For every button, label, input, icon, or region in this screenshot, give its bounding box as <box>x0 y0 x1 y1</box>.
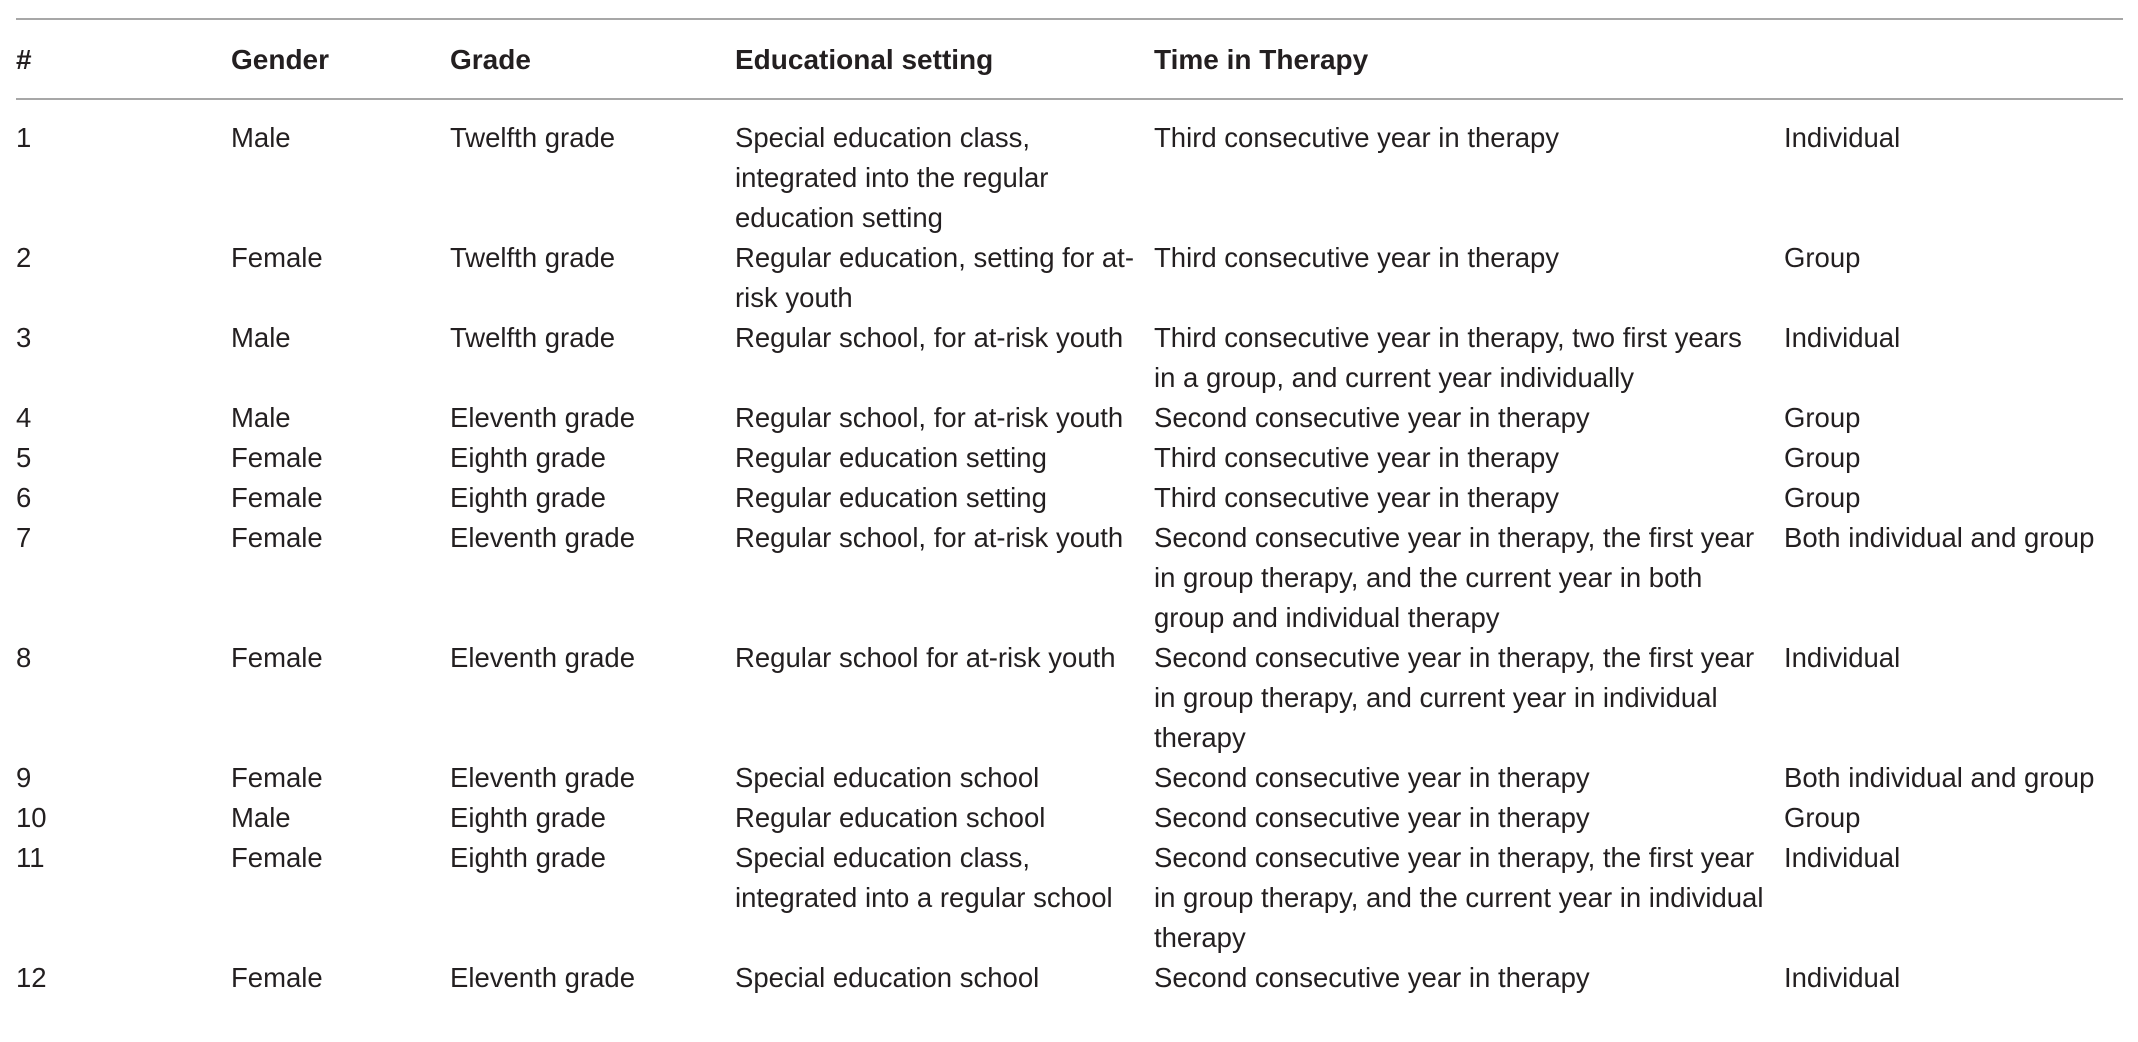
cell-time-in-therapy <box>1154 798 1784 838</box>
cell-gender <box>231 798 450 838</box>
cell-text: Regular education setting <box>735 442 1047 473</box>
cell-time-in-therapy <box>1154 438 1784 478</box>
cell-text: Eleventh grade <box>450 762 635 793</box>
cell-text: Female <box>231 242 323 273</box>
cell-number <box>16 398 231 438</box>
cell-text: Regular school, for at-risk youth <box>735 322 1124 353</box>
table-row <box>16 758 2123 798</box>
cell-text: Both individual and group <box>1784 762 2095 793</box>
cell-text: Individual <box>1784 962 1901 993</box>
cell-educational-setting <box>735 638 1154 758</box>
cell-therapy-format <box>1784 478 2123 518</box>
cell-gender <box>231 478 450 518</box>
cell-text: Eleventh grade <box>450 522 635 553</box>
cell-gender <box>231 238 450 318</box>
cell-time-in-therapy <box>1154 958 1784 998</box>
cell-text: Twelfth grade <box>450 242 616 273</box>
cell-grade <box>450 398 735 438</box>
cell-time-in-therapy <box>1154 638 1784 758</box>
cell-text: Regular education, setting for at-risk youth <box>735 242 1134 313</box>
cell-text: Third consecutive year in therapy, two first years in a group, and current year individually <box>1154 322 1742 393</box>
table-header <box>16 19 2123 99</box>
cell-text: Male <box>231 122 291 153</box>
cell-text: Regular education school <box>735 802 1046 833</box>
cell-grade <box>450 518 735 638</box>
cell-text: Regular education setting <box>735 482 1047 513</box>
cell-text: Second consecutive year in therapy, the first year in group therapy, and the current year in individual therapy <box>1154 842 1764 953</box>
cell-text: Second consecutive year in therapy <box>1154 802 1590 833</box>
cell-text: Twelfth grade <box>450 122 616 153</box>
cell-text: Special education class, integrated into a regular school <box>735 842 1113 913</box>
cell-therapy-format <box>1784 838 2123 958</box>
column-header-grade: Grade <box>450 44 531 75</box>
cell-text: Group <box>1784 442 1861 473</box>
cell-text: Female <box>231 642 323 673</box>
header-row <box>16 19 2123 99</box>
cell-number <box>16 238 231 318</box>
cell-text: Third consecutive year in therapy <box>1154 122 1560 153</box>
cell-text: Female <box>231 442 323 473</box>
cell-text: Second consecutive year in therapy <box>1154 962 1590 993</box>
cell-time-in-therapy <box>1154 318 1784 398</box>
cell-text: Eleventh grade <box>450 642 635 673</box>
cell-text: Group <box>1784 242 1861 273</box>
cell-number <box>16 99 231 238</box>
cell-number <box>16 638 231 758</box>
cell-time-in-therapy <box>1154 518 1784 638</box>
cell-text: 7 <box>16 522 32 553</box>
cell-text: Regular school, for at-risk youth <box>735 402 1124 433</box>
cell-text: Eighth grade <box>450 802 606 833</box>
cell-text: Female <box>231 962 323 993</box>
cell-text: Special education class, integrated into the regular education setting <box>735 122 1049 233</box>
table-row <box>16 99 2123 238</box>
table-row <box>16 838 2123 958</box>
cell-gender <box>231 438 450 478</box>
cell-educational-setting <box>735 398 1154 438</box>
cell-text: Individual <box>1784 842 1901 873</box>
cell-grade <box>450 798 735 838</box>
cell-therapy-format <box>1784 318 2123 398</box>
cell-educational-setting <box>735 318 1154 398</box>
table-row <box>16 438 2123 478</box>
cell-therapy-format <box>1784 518 2123 638</box>
cell-text: Third consecutive year in therapy <box>1154 442 1560 473</box>
cell-therapy-format <box>1784 798 2123 838</box>
cell-gender <box>231 318 450 398</box>
cell-therapy-format <box>1784 438 2123 478</box>
cell-text: Third consecutive year in therapy <box>1154 242 1560 273</box>
cell-text: Regular school for at-risk youth <box>735 642 1116 673</box>
cell-text: 11 <box>16 842 45 873</box>
cell-text: 8 <box>16 642 32 673</box>
cell-text: Twelfth grade <box>450 322 616 353</box>
cell-text: Group <box>1784 802 1861 833</box>
cell-text: 6 <box>16 482 32 513</box>
cell-educational-setting <box>735 838 1154 958</box>
table-row <box>16 398 2123 438</box>
cell-text: 1 <box>16 122 32 153</box>
cell-therapy-format <box>1784 99 2123 238</box>
cell-text: Third consecutive year in therapy <box>1154 482 1560 513</box>
cell-text: Eighth grade <box>450 842 606 873</box>
cell-text: 4 <box>16 402 32 433</box>
table-row <box>16 318 2123 398</box>
cell-text: Eleventh grade <box>450 962 635 993</box>
cell-text: 9 <box>16 762 32 793</box>
cell-time-in-therapy <box>1154 838 1784 958</box>
column-header-therapy-format <box>1784 19 2123 99</box>
table-body <box>16 99 2123 998</box>
cell-gender <box>231 518 450 638</box>
cell-text: Eighth grade <box>450 482 606 513</box>
cell-time-in-therapy <box>1154 758 1784 798</box>
cell-text: Second consecutive year in therapy, the first year in group therapy, and the current year in both group and individual therapy <box>1154 522 1755 633</box>
table-row <box>16 798 2123 838</box>
cell-text: Individual <box>1784 322 1901 353</box>
cell-text: Individual <box>1784 642 1901 673</box>
column-header-educational-setting: Educational setting <box>735 44 994 75</box>
cell-gender <box>231 838 450 958</box>
cell-grade <box>450 238 735 318</box>
cell-number <box>16 758 231 798</box>
cell-gender <box>231 958 450 998</box>
cell-text: Female <box>231 522 323 553</box>
cell-text: 3 <box>16 322 32 353</box>
cell-time-in-therapy <box>1154 478 1784 518</box>
cell-text: Regular school, for at-risk youth <box>735 522 1124 553</box>
cell-text: Female <box>231 482 323 513</box>
cell-grade <box>450 99 735 238</box>
cell-number <box>16 838 231 958</box>
cell-text: Second consecutive year in therapy, the first year in group therapy, and current year in individual therapy <box>1154 642 1755 753</box>
cell-gender <box>231 758 450 798</box>
cell-text: Female <box>231 842 323 873</box>
cell-time-in-therapy <box>1154 99 1784 238</box>
cell-educational-setting <box>735 518 1154 638</box>
cell-text: Eighth grade <box>450 442 606 473</box>
cell-number <box>16 958 231 998</box>
cell-gender <box>231 398 450 438</box>
cell-text: Both individual and group <box>1784 522 2095 553</box>
cell-text: 5 <box>16 442 32 473</box>
table-row <box>16 478 2123 518</box>
cell-text: Male <box>231 322 291 353</box>
cell-number <box>16 798 231 838</box>
cell-text: Special education school <box>735 962 1040 993</box>
cell-grade <box>450 958 735 998</box>
cell-educational-setting <box>735 798 1154 838</box>
cell-text: Group <box>1784 482 1861 513</box>
cell-therapy-format <box>1784 238 2123 318</box>
cell-number <box>16 518 231 638</box>
participants-table <box>16 18 2123 998</box>
cell-text: Male <box>231 802 291 833</box>
cell-therapy-format <box>1784 638 2123 758</box>
column-header-gender: Gender <box>231 44 330 75</box>
column-header-time-in-therapy: Time in Therapy <box>1154 44 1369 75</box>
cell-text: 2 <box>16 242 32 273</box>
cell-text: 10 <box>16 802 47 833</box>
cell-grade <box>450 318 735 398</box>
cell-number <box>16 318 231 398</box>
participants-table-container <box>16 18 2123 998</box>
cell-time-in-therapy <box>1154 398 1784 438</box>
cell-grade <box>450 838 735 958</box>
cell-text: Individual <box>1784 122 1901 153</box>
cell-educational-setting <box>735 758 1154 798</box>
cell-therapy-format <box>1784 958 2123 998</box>
cell-text: Special education school <box>735 762 1040 793</box>
cell-text: Second consecutive year in therapy <box>1154 762 1590 793</box>
cell-therapy-format <box>1784 758 2123 798</box>
cell-educational-setting <box>735 438 1154 478</box>
cell-number <box>16 438 231 478</box>
cell-educational-setting <box>735 238 1154 318</box>
cell-text: Female <box>231 762 323 793</box>
cell-gender <box>231 638 450 758</box>
cell-educational-setting <box>735 958 1154 998</box>
table-row <box>16 518 2123 638</box>
cell-text: Male <box>231 402 291 433</box>
cell-educational-setting <box>735 99 1154 238</box>
cell-time-in-therapy <box>1154 238 1784 318</box>
table-row <box>16 238 2123 318</box>
cell-grade <box>450 438 735 478</box>
cell-gender <box>231 99 450 238</box>
cell-grade <box>450 758 735 798</box>
cell-text: Eleventh grade <box>450 402 635 433</box>
cell-number <box>16 478 231 518</box>
cell-text: Group <box>1784 402 1861 433</box>
table-row <box>16 958 2123 998</box>
cell-text: 12 <box>16 962 47 993</box>
cell-educational-setting <box>735 478 1154 518</box>
table-row <box>16 638 2123 758</box>
cell-text: Second consecutive year in therapy <box>1154 402 1590 433</box>
cell-grade <box>450 478 735 518</box>
cell-grade <box>450 638 735 758</box>
column-header-number: # <box>16 44 32 75</box>
cell-therapy-format <box>1784 398 2123 438</box>
